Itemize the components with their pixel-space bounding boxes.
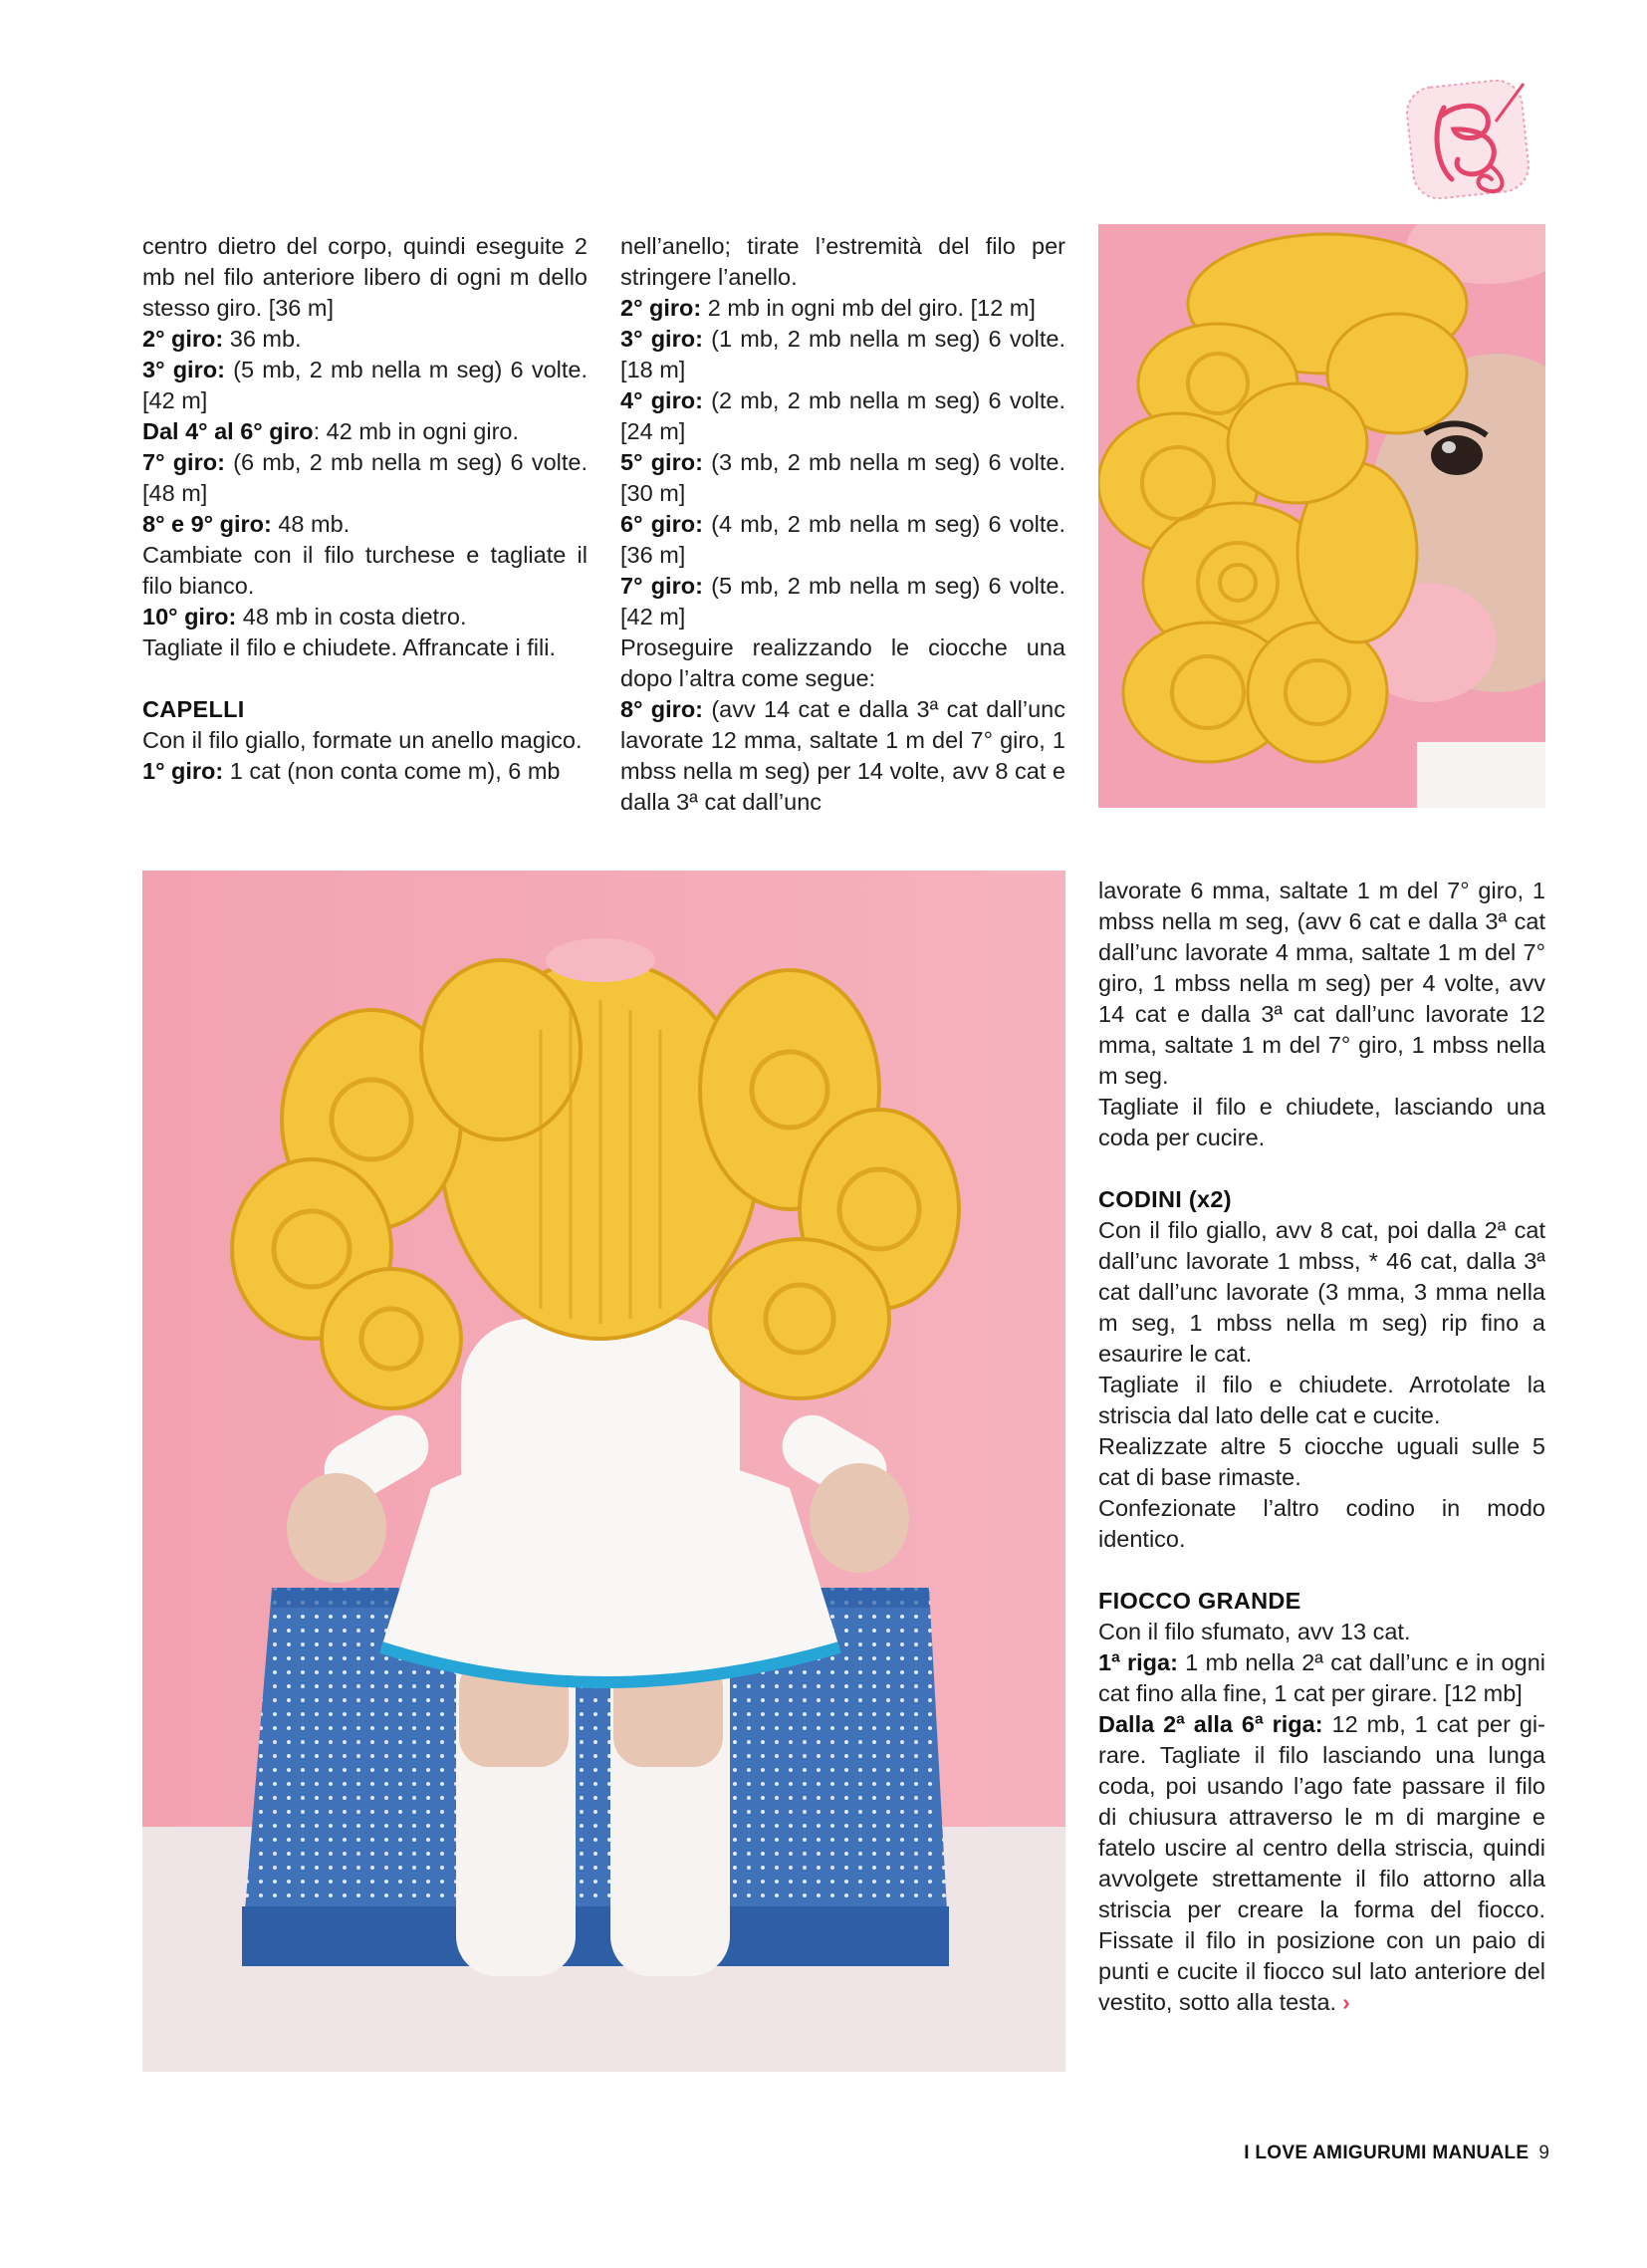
paragraph-gap <box>1098 1153 1545 1184</box>
paragraph <box>142 231 588 324</box>
round-label: 2° giro: <box>620 295 702 321</box>
paragraph-text: Realizzate altre 5 ciocche uguali sulle 5 cat di base rimaste. <box>1098 1433 1545 1490</box>
paragraph <box>1098 876 1545 1092</box>
paragraph <box>620 293 1065 324</box>
paragraph-gap <box>1098 1555 1545 1586</box>
paragraph-text: 2 mb in ogni mb del giro. [12 m] <box>701 295 1036 321</box>
round-label: 4° giro: <box>620 387 703 413</box>
text-column-3 <box>1098 876 1545 2018</box>
paragraph <box>620 632 1065 694</box>
paragraph <box>620 509 1065 571</box>
paragraph-text: (5 mb, 2 mb nella m seg) 6 volte. [42 m] <box>142 357 588 413</box>
paragraph <box>620 447 1065 509</box>
paragraph-text: 48 mb. <box>271 511 351 537</box>
paragraph-text: Tagliate il filo e chiudete. Arrotolate la striscia dal lato delle cat e cucite. <box>1098 1372 1545 1428</box>
paragraph-text: 1 cat (non conta come m), 6 mb <box>223 758 561 784</box>
round-label: 3° giro: <box>620 326 703 352</box>
paragraph-text: 36 mb. <box>223 326 302 352</box>
paragraph-text: (4 mb, 2 mb nella m seg) 6 volte. [36 m] <box>620 511 1065 568</box>
round-label: Dalla 2ª alla 6ª riga: <box>1098 1711 1323 1737</box>
paragraph <box>620 231 1065 293</box>
paragraph-text: 12 mb, 1 cat per girare. Tagliate il filo lasciando una lunga coda, poi usando l’ago fate passare il filo di chiusura attraverso le m di margine e fatelo uscire al centro della striscia, quindi avvolgete strettamente il filo attorno alla striscia per creare la forma del fiocco. Fissate il filo in posizione con un paio di punti e cucite il fiocco sul lato anteriore del vestito, sotto alla testa. <box>1098 1711 1545 2015</box>
round-label: 10° giro: <box>142 604 237 630</box>
paragraph-text: (avv 14 cat e dalla 3ª cat dall’unc lavorate 12 mma, saltate 1 m del 7° giro, 1 mbss nella m seg) per 14 volte, avv 8 cat e dalla 3ª cat dall’unc <box>620 696 1065 815</box>
round-label: 8° giro: <box>620 696 703 722</box>
paragraph-text: Con il filo sfumato, avv 13 cat. <box>1098 1619 1411 1644</box>
paragraph-text: Cambiate con il filo turchese e tagliate il filo bianco. <box>142 542 588 599</box>
round-label: 5° giro: <box>620 449 703 475</box>
round-label: 7° giro: <box>142 449 225 475</box>
crochet-logo-icon <box>1392 70 1543 209</box>
paragraph <box>142 632 588 663</box>
paragraph <box>620 324 1065 385</box>
section-heading: CODINI (x2) <box>1098 1186 1232 1212</box>
paragraph <box>142 725 588 756</box>
paragraph-text: (1 mb, 2 mb nella m seg) 6 volte. [18 m] <box>620 326 1065 382</box>
paragraph <box>620 571 1065 632</box>
paragraph-text: Proseguire realizzando le ciocche una dopo l’altra come segue: <box>620 634 1065 691</box>
paragraph <box>1098 1431 1545 1493</box>
paragraph-text: (6 mb, 2 mb nella m seg) 6 volte. [48 m] <box>142 449 588 506</box>
paragraph-text: centro dietro del corpo, quindi eseguite 2 mb nel filo anteriore libero di ogni m dello stesso giro. [36 m] <box>142 233 588 321</box>
paragraph-text: (2 mb, 2 mb nella m seg) 6 volte. [24 m] <box>620 387 1065 444</box>
paragraph-text: : 42 mb in ogni giro. <box>313 418 520 444</box>
paragraph-text: 48 mb in costa dietro. <box>236 604 467 630</box>
paragraph <box>142 416 588 447</box>
paragraph-text: 1 mb nella 2ª cat dall’unc e in ogni cat fino alla fine, 1 cat per girare. [12 mb] <box>1098 1649 1545 1706</box>
paragraph <box>1098 1370 1545 1431</box>
round-label: 2° giro: <box>142 326 224 352</box>
paragraph <box>142 602 588 632</box>
paragraph <box>142 324 588 355</box>
paragraph <box>1098 1215 1545 1370</box>
round-label: 7° giro: <box>620 573 703 599</box>
paragraph <box>1098 1617 1545 1647</box>
paragraph-text: Tagliate il filo e chiudete. Affrancate i fili. <box>142 634 556 660</box>
paragraph-text: nell’anello; tirate l’estremità del filo per stringere l’anello. <box>620 233 1065 290</box>
paragraph-text: Confezionate l’altro codino in modo identico. <box>1098 1495 1545 1552</box>
round-label: 1ª riga: <box>1098 1649 1178 1675</box>
paragraph-text: (5 mb, 2 mb nella m seg) 6 volte. [42 m] <box>620 573 1065 630</box>
paragraph <box>1098 1092 1545 1153</box>
paragraph <box>1098 1709 1545 2018</box>
round-label: Dal 4° al 6° giro <box>142 418 314 444</box>
paragraph-text: lavorate 6 mma, saltate 1 m del 7° giro, 1 mbss nella m seg, (avv 6 cat e dalla 3ª cat dall’unc lavorate 4 mma, saltate 1 m del 7° giro, 1 mbss nella m seg) per 4 volte, avv 14 cat e dalla 3ª cat dall’unc lavorate 12 mma, saltate 1 m del 7° giro, 1 mbss nella m seg. <box>1098 878 1545 1089</box>
page-number: 9 <box>1538 2142 1549 2163</box>
paragraph-text: Tagliate il filo e chiudete, lasciando una coda per cucire. <box>1098 1094 1545 1150</box>
paragraph-text: Con il filo giallo, formate un anello magico. <box>142 727 583 753</box>
paragraph <box>142 355 588 416</box>
paragraph <box>142 540 588 602</box>
magazine-title: I LOVE AMIGURUMI MANUALE <box>1244 2142 1529 2163</box>
round-label: 1° giro: <box>142 758 224 784</box>
section-heading: CAPELLI <box>142 696 245 722</box>
text-column-1 <box>142 231 588 787</box>
text-column-2 <box>620 231 1065 818</box>
paragraph-text: Con il filo giallo, avv 8 cat, poi dalla 2ª cat dall’unc lavorate 1 mbss, * 46 cat, dalla 3ª cat dall’unc lavorate (3 mma, 3 mma nella m seg, 1 mbss nella m seg) rip fino a esaurire le cat. <box>1098 1217 1545 1367</box>
page-footer <box>1244 2142 1549 2165</box>
paragraph <box>1098 1493 1545 1555</box>
paragraph-text: (3 mb, 2 mb nella m seg) 6 volte. [30 m] <box>620 449 1065 506</box>
round-label: 6° giro: <box>620 511 703 537</box>
paragraph <box>142 447 588 509</box>
section-heading: FIOCCO GRANDE <box>1098 1588 1301 1614</box>
paragraph <box>1098 1647 1545 1709</box>
paragraph <box>620 694 1065 818</box>
paragraph <box>620 385 1065 447</box>
round-label: 3° giro: <box>142 357 225 382</box>
photo-hair-closeup <box>1098 224 1545 808</box>
paragraph <box>142 756 588 787</box>
round-label: 8° e 9° giro: <box>142 511 272 537</box>
paragraph-gap <box>142 663 588 694</box>
continue-arrow-icon: › <box>1342 1989 1350 2015</box>
paragraph <box>142 509 588 540</box>
photo-doll-back-view <box>142 871 1065 2072</box>
